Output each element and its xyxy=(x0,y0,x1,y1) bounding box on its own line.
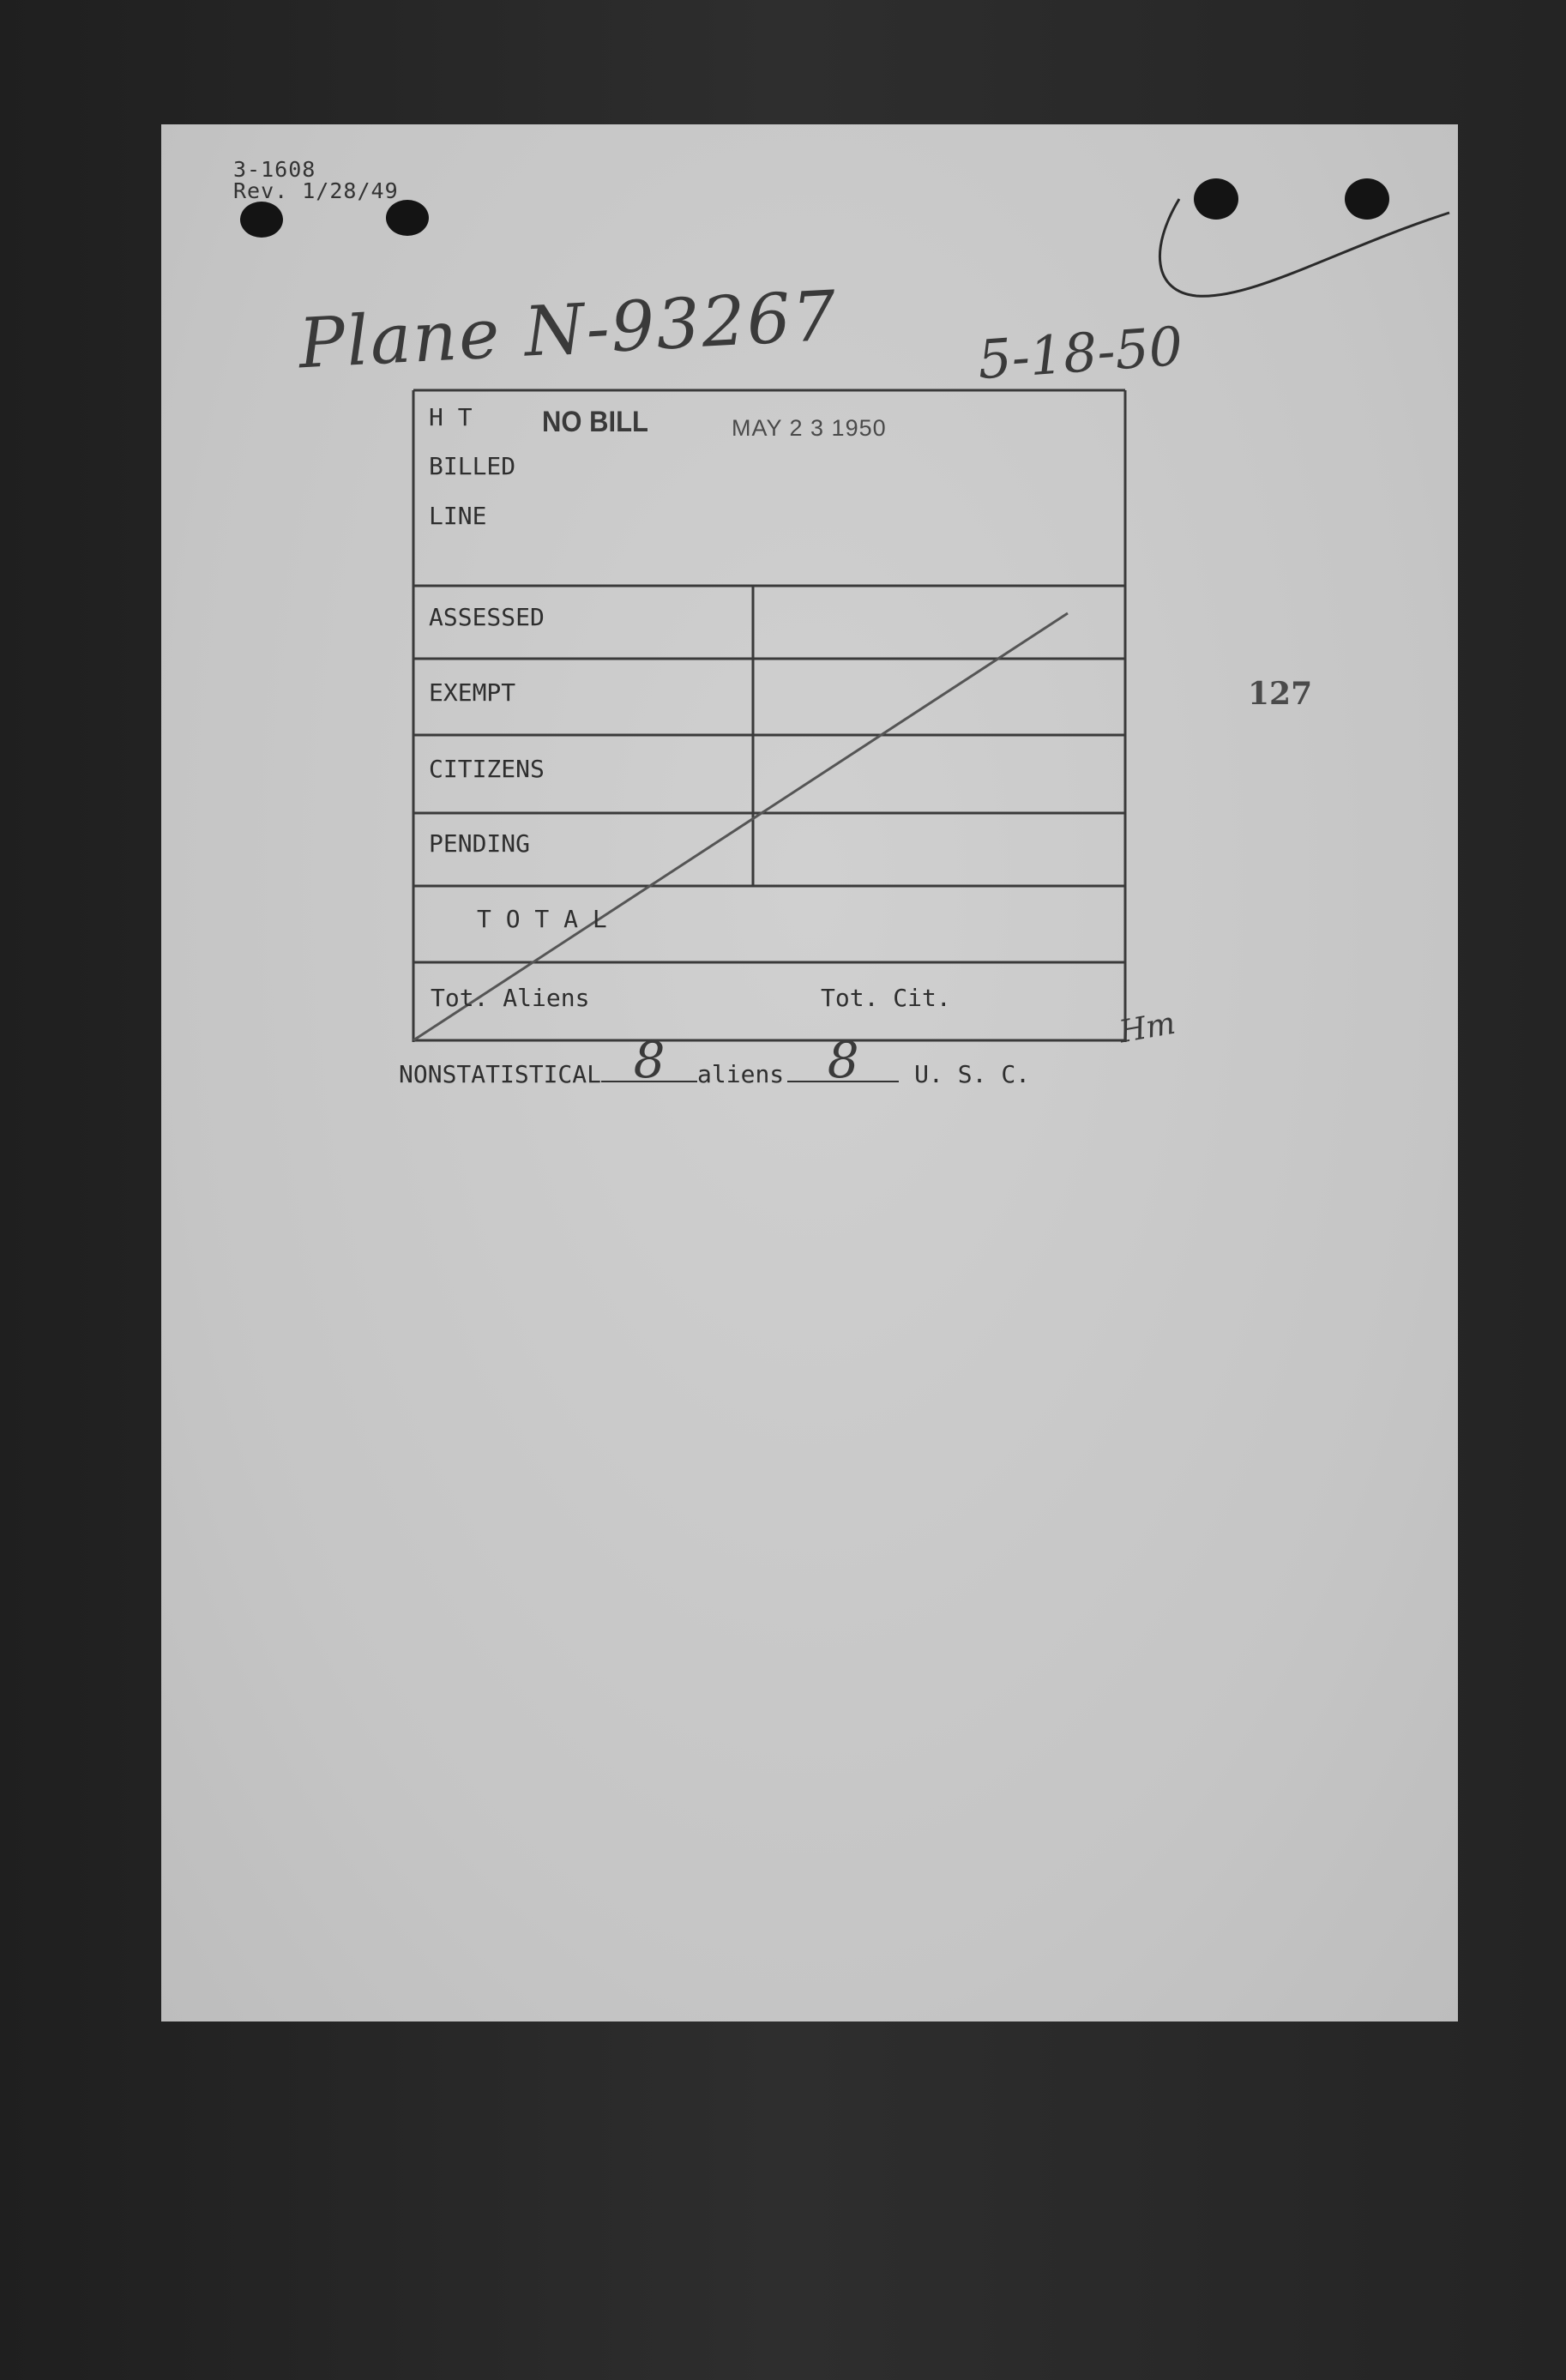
total-label: T O T A L xyxy=(477,905,607,933)
line-label: LINE xyxy=(429,502,487,530)
citizens-label: CITIZENS xyxy=(429,755,545,783)
form-number: 3-1608 xyxy=(233,157,316,182)
assessed-label: ASSESSED xyxy=(429,603,545,631)
diagonal-strike xyxy=(413,613,1068,1040)
handwritten-plane-number: Plane N-93267 xyxy=(296,275,840,384)
tot-cit-label: Tot. Cit. xyxy=(821,984,951,1012)
pending-label: PENDING xyxy=(429,829,531,858)
page-number: 127 xyxy=(1248,676,1313,712)
no-bill-stamp: NO BILL xyxy=(542,405,648,438)
aliens-label: aliens xyxy=(697,1060,785,1088)
date-stamp: MAY 2 3 1950 xyxy=(732,415,887,441)
form-revision: Rev. 1/28/49 xyxy=(233,178,399,203)
usc-count-blank xyxy=(787,1031,899,1089)
handwritten-initials: Hm xyxy=(1116,1005,1178,1051)
ht-label: H T xyxy=(429,403,473,431)
aliens-count: 8 xyxy=(633,1031,666,1089)
usc-label: U. S. C. xyxy=(914,1060,1031,1088)
exempt-label: EXEMPT xyxy=(429,678,516,707)
nonstatistical-label: NONSTATISTICAL xyxy=(399,1060,602,1088)
aliens-count-blank xyxy=(601,1031,697,1089)
billed-label: BILLED xyxy=(429,452,516,480)
tot-aliens-label: Tot. Aliens xyxy=(431,984,590,1012)
corner-curve xyxy=(1159,199,1449,296)
nonstatistical-line xyxy=(399,1031,1031,1089)
usc-count: 8 xyxy=(827,1031,859,1089)
handwritten-date: 5-18-50 xyxy=(975,314,1185,392)
